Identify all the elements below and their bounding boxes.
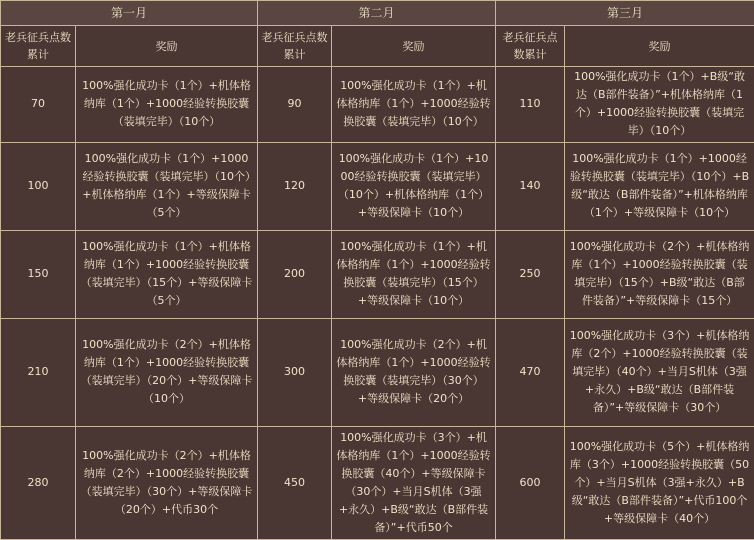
month1-reward-cell: 100%强化成功卡（2个）+机体格纳库（2个）+1000经验转换胶囊（装填完毕）（30个）+等级保障卡（20个）+代币30个 (76, 426, 258, 539)
month2-header: 第二月 (258, 1, 496, 26)
month2-reward-cell: 100%强化成功卡（2个）+机体格纳库（1个）+1000经验转换胶囊（装填完毕）（30个）+等级保障卡（20个） (332, 319, 496, 427)
month1-points-cell: 280 (1, 426, 76, 539)
month3-reward-cell: 100%强化成功卡（5个）+机体格纳库（3个）+1000经验转换胶囊（50个）+当月S机体（3强+永久）+B级“敢达（B部件装备）”+代币100个+等级保障卡（40个） (565, 426, 754, 539)
points-column-header: 老兵征兵点数累计 (258, 26, 332, 67)
month1-reward-cell: 100%强化成功卡（1个）+机体格纳库（1个）+1000经验转换胶囊（装填完毕）（10个） (76, 67, 258, 143)
month3-points-cell: 250 (496, 230, 565, 318)
month2-points-cell: 90 (258, 67, 332, 143)
month3-points-cell: 600 (496, 426, 565, 539)
table-row (1, 426, 754, 539)
month3-header: 第三月 (496, 1, 754, 26)
table-row (1, 230, 754, 318)
month1-points-cell: 150 (1, 230, 76, 318)
month2-reward-cell: 100%强化成功卡（3个）+机体格纳库（1个）+1000经验转换胶囊（40个）+等级保障卡（30个）+当月S机体（3强+永久）+B级“敢达（B部件装备）”+代币50个 (332, 426, 496, 539)
month3-reward-cell: 100%强化成功卡（1个）+1000经验转换胶囊（装填完毕）（10个）+B级“敢达（B部件装备）”+机体格纳库（1个）+等级保障卡（10个） (565, 142, 754, 230)
reward-column-header: 奖励 (332, 26, 496, 67)
month2-points-cell: 450 (258, 426, 332, 539)
month2-points-cell: 120 (258, 142, 332, 230)
month3-reward-cell: 100%强化成功卡（3个）+机体格纳库（2个）+1000经验转换胶囊（装填完毕）（40个）+当月S机体（3强+永久）+B级“敢达（B部件装备）”+等级保障卡（30个） (565, 319, 754, 427)
month3-points-cell: 470 (496, 319, 565, 427)
reward-column-header: 奖励 (76, 26, 258, 67)
month3-reward-cell: 100%强化成功卡（2个）+机体格纳库（1个）+1000经验转换胶囊（装填完毕）（15个）+B级“敢达（B部件装备）”+等级保障卡（15个） (565, 230, 754, 318)
month2-reward-cell: 100%强化成功卡（1个）+1000经验转换胶囊（装填完毕）（10个）+机体格纳库（1个）+等级保障卡（10个） (332, 142, 496, 230)
month3-reward-cell: 100%强化成功卡（1个）+B级“敢达（B部件装备）”+机体格纳库（1个）+1000经验转换胶囊（装填完毕）（10个） (565, 67, 754, 143)
month1-header: 第一月 (1, 1, 258, 26)
table-row (1, 142, 754, 230)
month3-points-cell: 110 (496, 67, 565, 143)
reward-column-header: 奖励 (565, 26, 754, 67)
month2-reward-cell: 100%强化成功卡（1个）+机体格纳库（1个）+1000经验转换胶囊（装填完毕）（10个） (332, 67, 496, 143)
month3-points-cell: 140 (496, 142, 565, 230)
month1-reward-cell: 100%强化成功卡（2个）+机体格纳库（1个）+1000经验转换胶囊（装填完毕）（20个）+等级保障卡（10个） (76, 319, 258, 427)
month2-points-cell: 200 (258, 230, 332, 318)
month2-points-cell: 300 (258, 319, 332, 427)
month1-points-cell: 70 (1, 67, 76, 143)
month1-points-cell: 100 (1, 142, 76, 230)
month2-reward-cell: 100%强化成功卡（1个）+机体格纳库（1个）+1000经验转换胶囊（装填完毕）（15个）+等级保障卡（10个） (332, 230, 496, 318)
month1-reward-cell: 100%强化成功卡（1个）+1000经验转换胶囊（装填完毕）（10个）+机体格纳库（1个）+等级保障卡（5个） (76, 142, 258, 230)
points-column-header: 老兵征兵点数累计 (1, 26, 76, 67)
month1-points-cell: 210 (1, 319, 76, 427)
table-row (1, 319, 754, 427)
table-row (1, 67, 754, 143)
points-column-header: 老兵征兵点数累计 (496, 26, 565, 67)
month1-reward-cell: 100%强化成功卡（1个）+机体格纳库（1个）+1000经验转换胶囊（装填完毕）（15个）+等级保障卡（5个） (76, 230, 258, 318)
